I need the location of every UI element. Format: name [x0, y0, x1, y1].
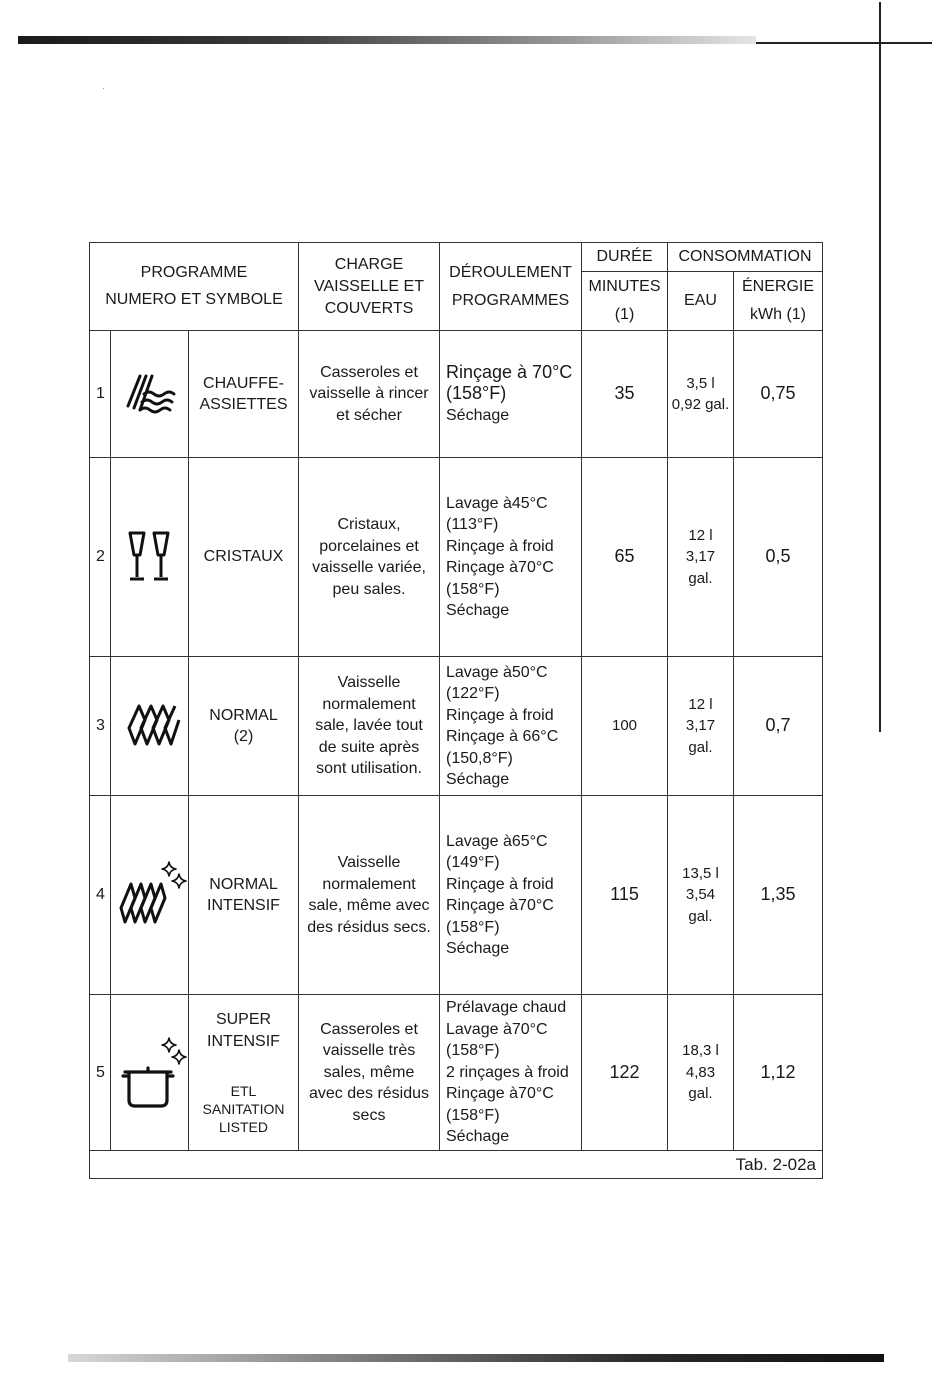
step-line: 2 rinçages à froid — [446, 1063, 569, 1081]
charge-cell — [299, 995, 440, 1151]
table-row — [90, 796, 823, 995]
header-energie-line1: ÉNERGIE — [741, 278, 814, 295]
step-line: (158°F) — [446, 1042, 500, 1060]
plates-sparkle-icon — [111, 796, 189, 995]
programme-name-line: CRISTAUX — [203, 548, 284, 566]
step-line: Rinçage à70°C — [446, 897, 554, 914]
charge-line: des résidus secs. — [307, 918, 431, 936]
eau-cell — [668, 458, 734, 657]
step-line: Rinçage à froid — [446, 537, 554, 555]
header-energie-line2: kWh (1) — [750, 306, 806, 323]
steps-cell — [440, 796, 582, 995]
step-line: (150,8°F) — [446, 749, 513, 767]
step-line: (158°F) — [446, 1106, 500, 1124]
table-row — [90, 331, 823, 458]
steps-cell — [440, 458, 582, 657]
programme-name-line: SUPER — [215, 1011, 272, 1028]
header-duree: DURÉE — [582, 243, 668, 272]
header-deroulement-line1: DÉROULEMENT — [449, 263, 572, 281]
energie-cell: 0,7 — [734, 657, 823, 796]
step-line: Lavage à70°C — [446, 1020, 548, 1038]
step-line: (113°F) — [446, 516, 499, 533]
step-line: Séchage — [446, 771, 510, 788]
eau-line: 3,17 — [685, 717, 716, 735]
charge-line: Casseroles et — [320, 1020, 418, 1038]
header-consommation: CONSOMMATION — [668, 243, 823, 272]
wine-glasses-icon — [111, 458, 189, 657]
step-line: Rinçage à70°C — [446, 559, 554, 576]
steps-cell — [440, 331, 582, 458]
step-line: Rinçage à froid — [446, 706, 554, 724]
header-programme — [90, 243, 299, 331]
energie-cell: 1,35 — [734, 796, 823, 995]
step-line: Séchage — [446, 940, 510, 957]
eau-cell — [668, 657, 734, 796]
programme-name-line: ASSIETTES — [199, 396, 288, 413]
eau-line: gal. — [688, 1085, 713, 1103]
etl-sanitation-label — [189, 1082, 298, 1136]
header-deroulement-line2: PROGRAMMES — [451, 291, 570, 309]
step-line: (149°F) — [446, 854, 500, 871]
programme-name — [189, 657, 299, 796]
step-line: Séchage — [446, 406, 510, 424]
charge-line: sont utilisation. — [316, 760, 422, 778]
step-line: Rinçage à 70°C — [446, 361, 573, 382]
charge-line: sales, même — [323, 1063, 415, 1081]
step-line: Lavage à45°C — [446, 494, 548, 512]
table-row — [90, 995, 823, 1151]
charge-line: normalement — [322, 875, 416, 893]
charge-cell — [299, 331, 440, 458]
minutes-cell: 100 — [582, 657, 668, 796]
table-row — [90, 657, 823, 796]
programme-name — [189, 796, 299, 995]
charge-cell — [299, 796, 440, 995]
minutes-cell: 122 — [582, 995, 668, 1151]
eau-line: 3,54 — [685, 886, 716, 904]
charge-line: peu sales. — [332, 580, 406, 598]
charge-line: Vaisselle — [337, 674, 401, 692]
table-row — [90, 458, 823, 657]
programme-name-line: NORMAL — [209, 875, 278, 893]
eau-cell — [668, 331, 734, 458]
step-line: Rinçage à 66°C — [446, 728, 559, 745]
step-line: (122°F) — [446, 685, 500, 702]
charge-line: sale, lavée tout — [315, 717, 423, 735]
etl-line: SANITATION — [202, 1101, 285, 1117]
header-minutes — [582, 272, 668, 331]
charge-line: Vaisselle — [337, 854, 401, 871]
step-line: Lavage à65°C — [446, 832, 548, 850]
step-line: Prélavage chaud — [446, 999, 567, 1017]
steps-cell — [440, 995, 582, 1151]
energie-cell: 0,75 — [734, 331, 823, 458]
eau-line: 3,5 l — [686, 374, 715, 392]
charge-line: vaisselle à rincer — [309, 385, 429, 403]
minutes-cell: 115 — [582, 796, 668, 995]
header-charge-line1: CHARGE — [334, 255, 404, 273]
charge-line: porcelaines et — [319, 537, 419, 555]
eau-line: 12 l — [688, 526, 713, 544]
programme-name-line: INTENSIF — [207, 1032, 280, 1050]
header-eau: EAU — [668, 272, 734, 331]
header-charge-line2: VAISSELLE ET — [314, 277, 424, 295]
eau-line: 3,17 — [685, 548, 716, 566]
charge-line: sale, même avec — [308, 897, 430, 914]
speck — [103, 88, 104, 89]
programme-name-line: (2) — [233, 728, 254, 745]
header-charge — [299, 243, 440, 331]
charge-line: Cristaux, — [337, 516, 401, 533]
charge-line: vaisselle très — [322, 1042, 416, 1060]
header-minutes-line1: MINUTES — [588, 278, 661, 295]
programme-name-line: INTENSIF — [207, 897, 280, 914]
step-line: (158°F) — [446, 918, 500, 936]
steps-cell — [440, 657, 582, 796]
programme-number: 2 — [90, 458, 111, 657]
eau-line: 13,5 l — [682, 864, 719, 882]
programme-number: 5 — [90, 995, 111, 1151]
minutes-cell: 65 — [582, 458, 668, 657]
step-line: (158°F) — [446, 580, 500, 598]
header-energie — [734, 272, 823, 331]
programme-table — [89, 242, 823, 1179]
pot-sparkle-icon — [111, 995, 189, 1151]
eau-line: gal. — [688, 907, 713, 925]
header-deroulement — [440, 243, 582, 331]
eau-line: 12 l — [688, 695, 713, 713]
programme-name — [189, 995, 299, 1151]
energie-cell: 1,12 — [734, 995, 823, 1151]
charge-line: secs — [352, 1106, 386, 1124]
charge-line: normalement — [322, 695, 416, 713]
etl-line: ETL — [230, 1083, 257, 1099]
right-margin-rule — [879, 2, 881, 732]
charge-cell — [299, 657, 440, 796]
header-charge-line3: COUVERTS — [324, 299, 414, 317]
header-programme-line1: PROGRAMME — [140, 264, 248, 281]
step-line: Séchage — [446, 1128, 510, 1146]
eau-cell — [668, 995, 734, 1151]
programme-name-line: NORMAL — [209, 706, 278, 724]
minutes-cell: 35 — [582, 331, 668, 458]
eau-line: gal. — [688, 569, 713, 587]
programme-number: 4 — [90, 796, 111, 995]
programme-number: 3 — [90, 657, 111, 796]
charge-line: vaisselle variée, — [312, 559, 426, 576]
etl-line: LISTED — [218, 1119, 268, 1135]
charge-line: Casseroles et — [320, 363, 418, 381]
programme-name-line: CHAUFFE- — [203, 374, 284, 392]
plate-warming-icon — [111, 331, 189, 458]
charge-line: avec des résidus — [308, 1085, 430, 1103]
step-line: Rinçage à70°C — [446, 1085, 554, 1103]
eau-line: gal. — [688, 738, 713, 756]
charge-line: et sécher — [336, 406, 402, 424]
step-line: (158°F) — [446, 383, 507, 404]
programme-name — [189, 331, 299, 458]
charge-line: de suite après — [318, 738, 420, 756]
table-caption: Tab. 2-02a — [90, 1151, 823, 1179]
eau-cell — [668, 796, 734, 995]
plates-icon — [111, 657, 189, 796]
bottom-decorative-bar — [68, 1354, 884, 1362]
header-programme-line2: NUMERO ET SYMBOLE — [105, 291, 283, 308]
eau-line: 0,92 gal. — [671, 396, 730, 413]
eau-line: 18,3 l — [682, 1042, 719, 1060]
step-line: Séchage — [446, 602, 510, 619]
energie-cell: 0,5 — [734, 458, 823, 657]
step-line: Lavage à50°C — [446, 663, 548, 681]
header-minutes-line2: (1) — [614, 306, 635, 323]
charge-cell — [299, 458, 440, 657]
step-line: Rinçage à froid — [446, 875, 554, 893]
eau-line: 4,83 — [685, 1063, 716, 1081]
top-decorative-bar — [18, 36, 756, 44]
programme-name — [189, 458, 299, 657]
top-rule-line — [756, 42, 932, 44]
programme-number: 1 — [90, 331, 111, 458]
